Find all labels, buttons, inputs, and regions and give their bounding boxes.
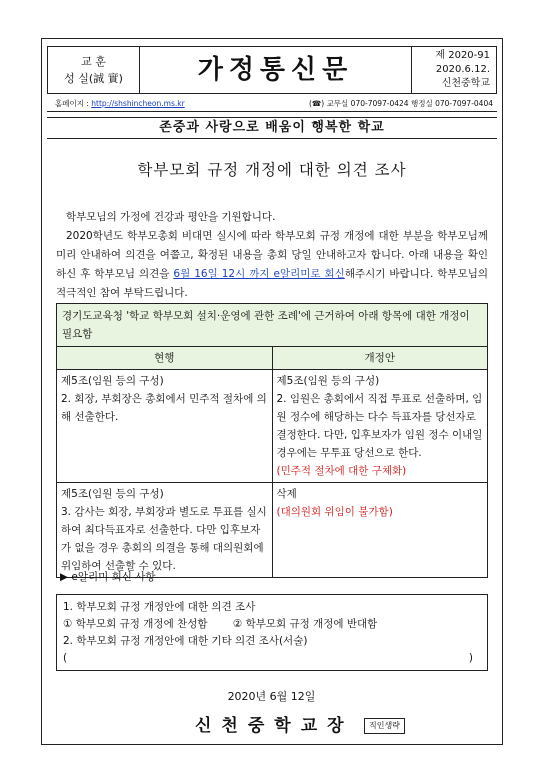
table-row: [57, 483, 488, 578]
column-header-revised: 개정안: [272, 347, 488, 370]
issue-date: 2020.6.12.: [435, 64, 490, 75]
school-motto: [48, 47, 140, 93]
principal-name: 신천중학교장: [195, 716, 354, 736]
table-row: [57, 370, 488, 483]
paren-open: (: [63, 652, 68, 664]
free-answer-line: [63, 650, 481, 667]
revised-cell: [272, 483, 488, 578]
answer-options: [63, 616, 481, 633]
newsletter-header: [47, 46, 497, 94]
issue-date-footer: 2020년 6월 12일: [227, 690, 316, 703]
article-title: 삭제: [276, 488, 297, 500]
paren-close: ): [468, 652, 473, 664]
school-name: 신천중학교: [441, 78, 490, 89]
article-title: 제5조(임원 등의 구성): [61, 375, 164, 387]
revision-note: (대의원회 위임이 불가함): [276, 506, 393, 518]
article-title: 제5조(임원 등의 구성): [61, 488, 164, 500]
revision-note: (민주적 절차에 대한 구체화): [276, 465, 407, 477]
article-text: 3. 감사는 회장, 부회장과 별도로 투표를 실시하여 최다득표자로 선출한다. 다만 입후보자가 없을 경우 총회의 의결을 통해 대의원회에 위임하여 선출할 수 있다.: [61, 506, 267, 572]
official-seal-omitted: 직인생략: [364, 718, 405, 734]
option-agree: ① 학부모회 규정 개정에 찬성함: [63, 618, 208, 630]
reply-heading: ▶ e알리미 회신 사항: [60, 571, 156, 583]
option-disagree: ② 학부모회 규정 개정에 반대함: [232, 618, 378, 630]
current-cell: [57, 483, 273, 578]
article-title: 제5조(임원 등의 구성): [276, 375, 380, 387]
issue-number: 제 2020-91: [435, 50, 490, 61]
newsletter-title: 가정통신문: [140, 47, 412, 93]
current-cell: [57, 370, 273, 483]
regulation-table: [56, 303, 488, 578]
article-text: 2. 임원은 총회에서 직접 투표로 선출하며, 임원 정수에 해당하는 다수 득표자를 당선자로 결정한다. 다만, 입후보자가 임원 정수 이내일 경우에는 무투표 당선으로 한다.: [276, 393, 483, 459]
contact-line: [47, 97, 497, 112]
notice-paragraph: 2020학년도 학부모총회 비대면 실시에 따라 학부모회 규정 개정에 대한 부분을 학부모님께 미리 안내하여 의견을 여쭙고, 확정된 내용을 총회 당일 안내하고자 합니다. 아래 내용을 확인하신 후 학부모님 의견을 6월 16일 12시 까지 e알리미로 회신해주시기 바랍니다. 학부모님의 적극적인 참여 부탁드립니다.: [56, 230, 488, 299]
homepage: [55, 97, 185, 111]
phone-numbers: (☎) 교무실 070-7097-0424 행정실 070-7097-0404: [308, 99, 493, 108]
revised-cell: [272, 370, 488, 483]
school-slogan: 존중과 사랑으로 배움이 행복한 학교: [47, 117, 497, 139]
homepage-link[interactable]: http://shshincheon.ms.kr: [91, 99, 185, 108]
motto-value: 성 실(誠 實): [64, 72, 123, 85]
motto-label: 교 훈: [81, 55, 106, 68]
homepage-label: 홈페이지 :: [55, 99, 92, 108]
reply-box: [56, 594, 488, 671]
reply-deadline: 6월 16일 12시 까지 e알리미로 회신: [173, 268, 345, 280]
article-text: 2. 회장, 부회장은 총회에서 민주적 절차에 의해 선출한다.: [61, 393, 267, 423]
table-reference: 경기도교육청 '학교 학부모회 설치·운영에 관한 조례'에 근거하여 아래 항목에 대한 개정이 필요함: [57, 304, 488, 347]
question-1: 1. 학부모회 규정 개정안에 대한 의견 조사: [63, 601, 256, 613]
body-text: [56, 208, 488, 303]
greeting: 학부모님의 가정에 건강과 평안을 기원합니다.: [66, 211, 276, 223]
issue-info: [412, 47, 496, 93]
column-header-current: 현행: [57, 347, 273, 370]
signature-row: [0, 714, 543, 738]
document-title: 학부모회 규정 개정에 대한 의견 조사: [137, 161, 407, 179]
question-2: 2. 학부모회 규정 개정안에 대한 기타 의견 조사(서술): [63, 635, 308, 647]
